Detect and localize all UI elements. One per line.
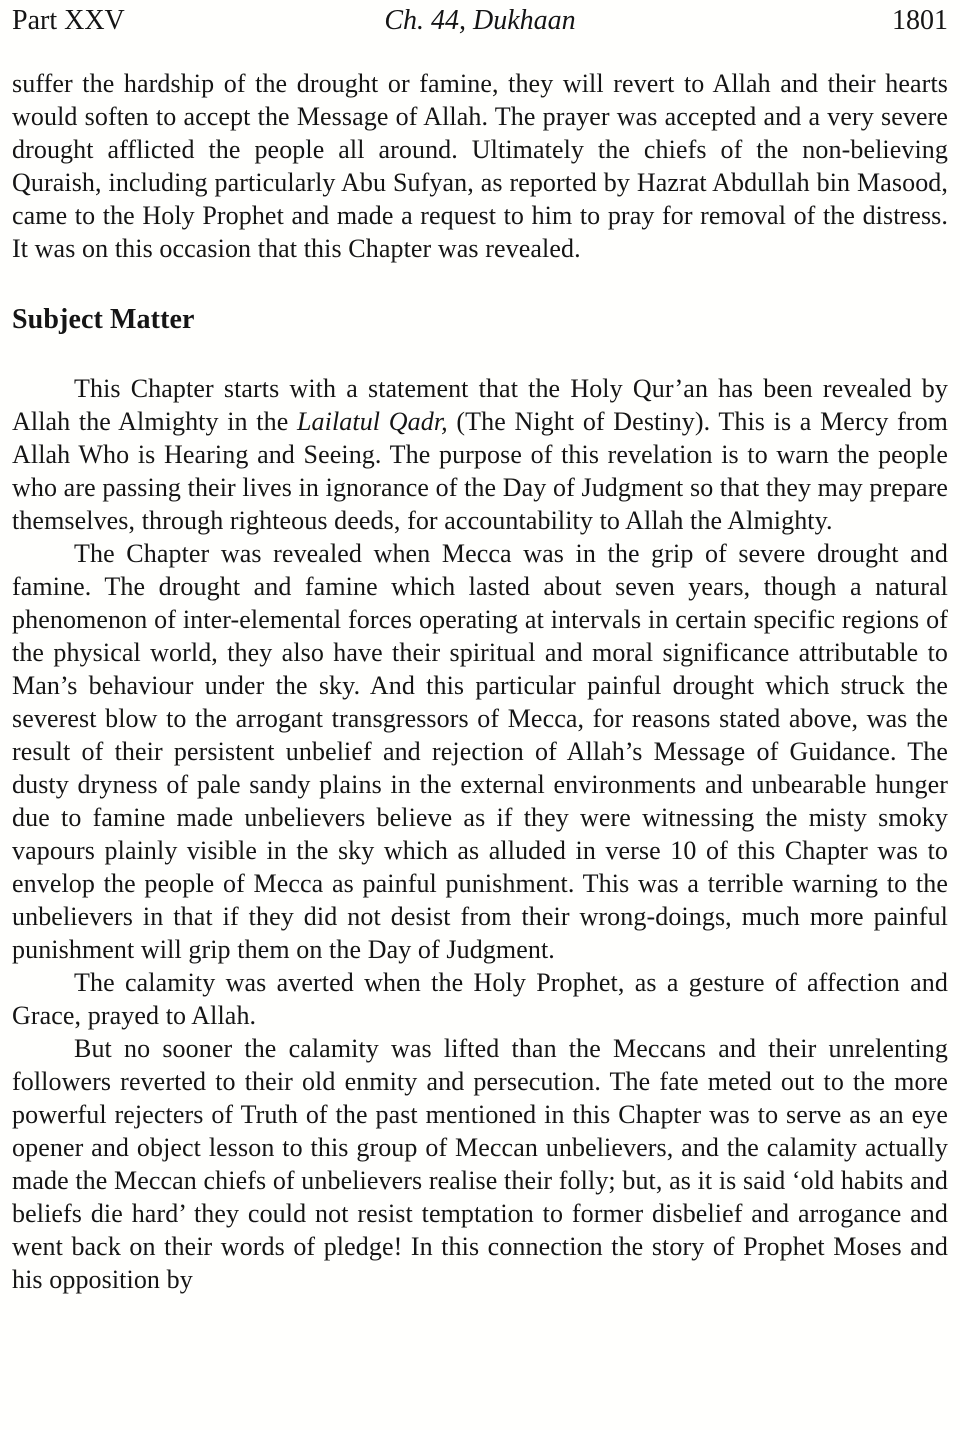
part-label: Part XXV xyxy=(12,5,125,36)
paragraph-continuation: suffer the hardship of the drought or famine, they will revert to Allah and their hearts would soften to accept the Message of Allah. The prayer was accepted and a very severe drought afflicted the people all around. Ultimately the chiefs of the non-believing Quraish, including particularly Abu Sufyan, as reported by Hazrat Abdullah bin Masood, came to the Holy Prophet and made a request to him to pray for removal of the distress. It was on this occasion that this Chapter was revealed. xyxy=(12,68,948,263)
paragraph-subject-1 xyxy=(12,372,948,537)
paragraph-subject-1-post: (The Night of Destiny). This is a Mercy from Allah Who is Hearing and Seeing. The purpose of this revelation is to warn the people who are passing their lives in ignorance of the Day of Judgment so that they may prepare themselves, through righteous deeds, for accountability to Allah the Almighty. xyxy=(12,406,948,535)
paragraph-subject-1-pre: This Chapter starts with a statement that the Holy Qur’an has been revealed by Allah the Almighty in the xyxy=(12,373,948,436)
paragraph-subject-2: The Chapter was revealed when Mecca was in the grip of severe drought and famine. The drought and famine which lasted about seven years, though a natural phenomenon of inter-elemental forces operating at intervals in certain specific regions of the physical world, they also have their spiritual and moral significance attributable to Man’s behaviour under the sky. And this particular painful drought which struck the severest blow to the arrogant transgressors of Mecca, for reasons stated above, was the result of their persistent unbelief and rejection of Allah’s Message of Guidance. The dusty dryness of pale sandy plains in the external environments and unbearable hunger due to famine made unbelievers believe as if they were witnessing the misty smoky vapours plainly visible in the sky which as alluded in verse 10 of this Chapter was to envelop the people of Mecca as painful punishment. This was a terrible warning to the unbelievers in that if they did not desist from their wrong-doings, much more painful punishment will grip them on the Day of Judgment. xyxy=(12,538,948,964)
chapter-title: Ch. 44, Dukhaan xyxy=(384,5,576,36)
paragraph-subject-3: The calamity was averted when the Holy Prophet, as a gesture of affection and Grace, prayed to Allah. xyxy=(12,967,948,1030)
subject-matter-heading: Subject Matter xyxy=(12,303,195,335)
page-body xyxy=(12,67,948,1296)
italic-term-lailatul-qadr: Lailatul Qadr, xyxy=(296,406,448,436)
paragraph-subject-4: But no sooner the calamity was lifted than the Meccans and their unrelenting followers reverted to their old enmity and persecution. The fate meted out to the more powerful rejecters of Truth of the past mentioned in this Chapter was to serve as an eye opener and object lesson to this group of Meccan unbelievers, and the calamity actually made the Meccan chiefs of unbelievers realise their folly; but, as it is said ‘old habits and beliefs die hard’ they could not resist temptation to former disbelief and arrogance and went back on their words of pledge! In this connection the story of Prophet Moses and his opposition by xyxy=(12,1033,948,1294)
page-header xyxy=(12,6,948,37)
page-number: 1801 xyxy=(892,5,948,36)
